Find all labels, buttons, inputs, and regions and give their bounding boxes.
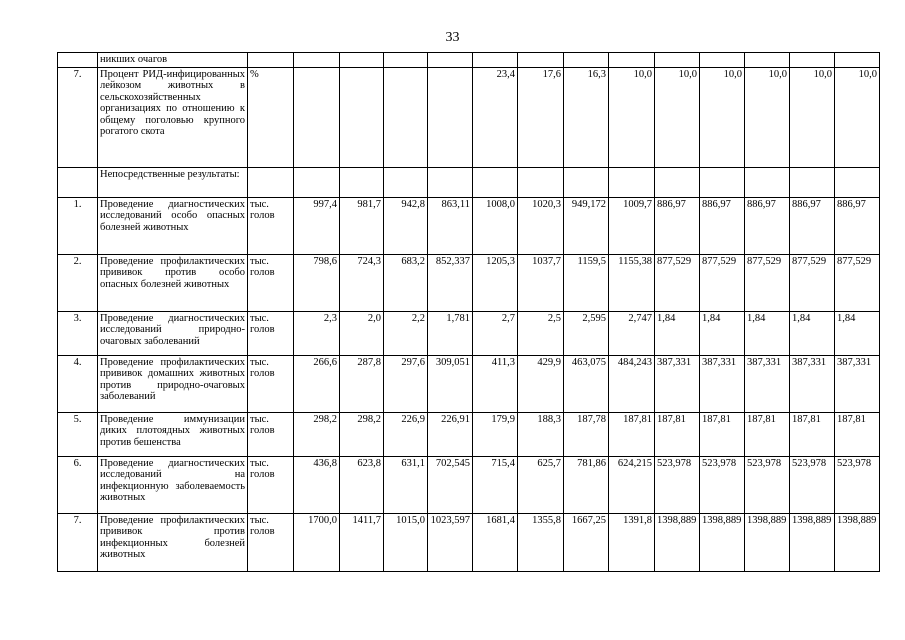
value-cell: 10,0 (655, 67, 700, 167)
value-cell: 523,978 (745, 456, 790, 513)
value-cell: 683,2 (384, 254, 428, 311)
row-number (58, 53, 98, 68)
value-cell: 715,4 (473, 456, 518, 513)
value-cell (428, 167, 473, 197)
value-cell: 1205,3 (473, 254, 518, 311)
row-label: Проведение диагностических исследований особо опасных болезней животных (98, 197, 248, 254)
value-cell: 10,0 (745, 67, 790, 167)
value-cell: 23,4 (473, 67, 518, 167)
row-number: 7. (58, 513, 98, 571)
row-unit: тыс. голов (248, 456, 294, 513)
row-label: никших очагов (98, 53, 248, 68)
value-cell (655, 167, 700, 197)
row-unit: тыс. голов (248, 412, 294, 456)
value-cell: 187,81 (700, 412, 745, 456)
value-cell (340, 167, 384, 197)
row-label: Процент РИД-инфицированных лейкозом животных в сельскохозяйственных организациях по отношению к общему поголовью крупного рогатого скота (98, 67, 248, 167)
value-cell (609, 167, 655, 197)
value-cell: 2,595 (564, 311, 609, 355)
value-cell: 631,1 (384, 456, 428, 513)
value-cell: 852,337 (428, 254, 473, 311)
row-number (58, 167, 98, 197)
value-cell (564, 53, 609, 68)
value-cell: 886,97 (655, 197, 700, 254)
value-cell: 387,331 (745, 355, 790, 412)
value-cell: 2,7 (473, 311, 518, 355)
value-cell: 886,97 (700, 197, 745, 254)
value-cell: 877,529 (745, 254, 790, 311)
value-cell: 886,97 (745, 197, 790, 254)
row-number: 1. (58, 197, 98, 254)
row-label: Непосредственные результаты: (98, 167, 248, 197)
row-label: Проведение диагностических исследований природно-очаговых заболеваний (98, 311, 248, 355)
row-number: 3. (58, 311, 98, 355)
value-cell: 266,6 (294, 355, 340, 412)
value-cell: 798,6 (294, 254, 340, 311)
value-cell: 1020,3 (518, 197, 564, 254)
row-number: 7. (58, 67, 98, 167)
table-row (58, 311, 880, 355)
value-cell: 523,978 (835, 456, 880, 513)
value-cell: 1355,8 (518, 513, 564, 571)
value-cell: 1,84 (835, 311, 880, 355)
value-cell (428, 53, 473, 68)
value-cell: 1009,7 (609, 197, 655, 254)
value-cell: 877,529 (790, 254, 835, 311)
value-cell (518, 53, 564, 68)
value-cell: 309,051 (428, 355, 473, 412)
value-cell: 188,3 (518, 412, 564, 456)
row-unit: тыс. голов (248, 197, 294, 254)
value-cell: 10,0 (700, 67, 745, 167)
value-cell: 1398,889 (700, 513, 745, 571)
value-cell: 1398,889 (655, 513, 700, 571)
value-cell: 463,075 (564, 355, 609, 412)
table-row (58, 456, 880, 513)
value-cell (564, 167, 609, 197)
value-cell: 187,81 (609, 412, 655, 456)
value-cell: 298,2 (340, 412, 384, 456)
row-unit (248, 53, 294, 68)
row-number: 4. (58, 355, 98, 412)
row-label: Проведение профилактических прививок против инфекционных болезней животных (98, 513, 248, 571)
table-row (58, 254, 880, 311)
value-cell (473, 167, 518, 197)
value-cell: 1411,7 (340, 513, 384, 571)
value-cell (700, 167, 745, 197)
row-unit: % (248, 67, 294, 167)
value-cell: 187,81 (835, 412, 880, 456)
value-cell (384, 67, 428, 167)
value-cell: 2,0 (340, 311, 384, 355)
value-cell: 623,8 (340, 456, 384, 513)
value-cell: 1015,0 (384, 513, 428, 571)
value-cell: 298,2 (294, 412, 340, 456)
value-cell: 387,331 (790, 355, 835, 412)
row-number: 6. (58, 456, 98, 513)
value-cell: 411,3 (473, 355, 518, 412)
row-label: Проведение профилактических прививок домашних животных против природно-очаговых заболеваний (98, 355, 248, 412)
table-row (58, 197, 880, 254)
value-cell: 1,84 (700, 311, 745, 355)
value-cell: 187,81 (745, 412, 790, 456)
value-cell: 724,3 (340, 254, 384, 311)
value-cell (835, 53, 880, 68)
value-cell: 1023,597 (428, 513, 473, 571)
value-cell: 1391,8 (609, 513, 655, 571)
value-cell (294, 67, 340, 167)
value-cell: 942,8 (384, 197, 428, 254)
value-cell: 287,8 (340, 355, 384, 412)
table-row (58, 513, 880, 571)
value-cell: 226,9 (384, 412, 428, 456)
value-cell: 2,3 (294, 311, 340, 355)
table-row (58, 355, 880, 412)
value-cell: 10,0 (790, 67, 835, 167)
value-cell: 297,6 (384, 355, 428, 412)
value-cell: 16,3 (564, 67, 609, 167)
row-unit: тыс. голов (248, 355, 294, 412)
row-unit: тыс. голов (248, 254, 294, 311)
value-cell: 981,7 (340, 197, 384, 254)
table-row (58, 167, 880, 197)
value-cell: 1,84 (655, 311, 700, 355)
value-cell: 1,781 (428, 311, 473, 355)
value-cell: 1700,0 (294, 513, 340, 571)
table-row (58, 412, 880, 456)
value-cell: 1159,5 (564, 254, 609, 311)
value-cell: 886,97 (835, 197, 880, 254)
value-cell: 1155,38 (609, 254, 655, 311)
value-cell: 10,0 (609, 67, 655, 167)
value-cell: 187,81 (655, 412, 700, 456)
value-cell: 625,7 (518, 456, 564, 513)
value-cell: 179,9 (473, 412, 518, 456)
value-cell: 877,529 (700, 254, 745, 311)
value-cell: 624,215 (609, 456, 655, 513)
value-cell: 484,243 (609, 355, 655, 412)
value-cell (790, 53, 835, 68)
value-cell: 436,8 (294, 456, 340, 513)
value-cell: 1,84 (745, 311, 790, 355)
value-cell: 387,331 (700, 355, 745, 412)
value-cell: 2,2 (384, 311, 428, 355)
value-cell: 1,84 (790, 311, 835, 355)
row-label: Проведение иммунизации диких плотоядных животных против бешенства (98, 412, 248, 456)
value-cell (609, 53, 655, 68)
row-unit: тыс. голов (248, 513, 294, 571)
row-number: 5. (58, 412, 98, 456)
value-cell: 1681,4 (473, 513, 518, 571)
value-cell (655, 53, 700, 68)
value-cell: 429,9 (518, 355, 564, 412)
row-label: Проведение профилактических прививок против особо опасных болезней животных (98, 254, 248, 311)
page-number: 33 (445, 30, 460, 45)
value-cell: 877,529 (655, 254, 700, 311)
value-cell: 1008,0 (473, 197, 518, 254)
indicators-table (57, 52, 880, 572)
value-cell: 997,4 (294, 197, 340, 254)
value-cell: 10,0 (835, 67, 880, 167)
row-unit: тыс. голов (248, 311, 294, 355)
value-cell (745, 53, 790, 68)
value-cell (294, 167, 340, 197)
value-cell: 1667,25 (564, 513, 609, 571)
value-cell: 1398,889 (745, 513, 790, 571)
value-cell: 702,545 (428, 456, 473, 513)
value-cell: 1037,7 (518, 254, 564, 311)
value-cell (700, 53, 745, 68)
value-cell (340, 53, 384, 68)
value-cell (294, 53, 340, 68)
value-cell: 387,331 (835, 355, 880, 412)
value-cell: 187,81 (790, 412, 835, 456)
table-row (58, 67, 880, 167)
value-cell: 17,6 (518, 67, 564, 167)
value-cell: 2,747 (609, 311, 655, 355)
value-cell: 2,5 (518, 311, 564, 355)
value-cell: 1398,889 (790, 513, 835, 571)
value-cell: 1398,889 (835, 513, 880, 571)
row-number: 2. (58, 254, 98, 311)
value-cell (745, 167, 790, 197)
row-label: Проведение диагностических исследований на инфекционную заболеваемость животных (98, 456, 248, 513)
value-cell (340, 67, 384, 167)
value-cell: 863,11 (428, 197, 473, 254)
value-cell: 523,978 (700, 456, 745, 513)
value-cell: 387,331 (655, 355, 700, 412)
value-cell (384, 53, 428, 68)
value-cell: 781,86 (564, 456, 609, 513)
row-unit (248, 167, 294, 197)
value-cell (790, 167, 835, 197)
value-cell (473, 53, 518, 68)
value-cell: 226,91 (428, 412, 473, 456)
value-cell: 523,978 (790, 456, 835, 513)
value-cell: 523,978 (655, 456, 700, 513)
value-cell: 886,97 (790, 197, 835, 254)
value-cell (518, 167, 564, 197)
value-cell (384, 167, 428, 197)
value-cell: 949,172 (564, 197, 609, 254)
value-cell: 877,529 (835, 254, 880, 311)
value-cell (835, 167, 880, 197)
table-row (58, 53, 880, 68)
value-cell (428, 67, 473, 167)
value-cell: 187,78 (564, 412, 609, 456)
